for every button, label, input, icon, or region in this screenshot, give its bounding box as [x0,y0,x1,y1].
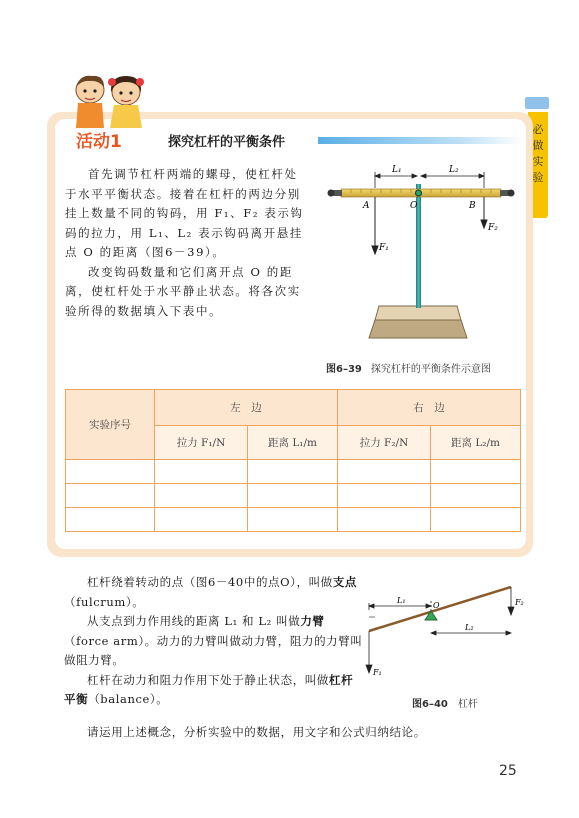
label-l1: L₁ [397,596,406,605]
page-number: 25 [499,763,517,779]
body-paragraph: 杠杆绕着转动的点（图6－40中的点O），叫做支点（fulcrum）。 [64,575,358,609]
table-row [66,508,521,532]
activity-title: 探究杠杆的平衡条件 [168,135,286,150]
label-l2: L₂ [449,165,459,175]
experiment-data-table [65,389,521,532]
label-f2: F₂ [488,223,498,233]
label-f1: F₁ [379,243,389,253]
lever-diagram-figure [365,583,530,688]
figure-6-40-caption [412,695,478,710]
figure-6-39-caption [326,360,491,375]
label-f2: F₂ [515,598,524,607]
body-text [64,573,364,710]
tab-binder-stripe [525,97,549,109]
figure-number: 图6–39 [326,364,362,375]
label-l1: L₁ [392,165,402,175]
body-paragraph: 从支点到力作用线的距离 L₁ 和 L₂ 叫做力臂（force arm）。动力的力臂叫做动力臂，阻力的力臂叫做阻力臂。 [64,614,363,667]
figure-number: 图6–40 [412,699,448,710]
figure-caption-text: 探究杠杆的平衡条件示意图 [370,364,491,375]
cartoon-kids-illustration [68,70,150,128]
section-tab-label: 必做实验 [532,123,544,184]
table-subheader: 距离 L₂/m [431,426,521,460]
label-b: B [469,201,476,211]
label-f1: F₁ [373,668,382,677]
activity-paragraph: 改变钩码数量和它们离开点 O 的距离，使杠杆处于水平静止状态。将各次实验所得的数据填入下表中。 [65,264,301,318]
activity-paragraph: 首先调节杠杆两端的螺母，使杠杆处于水平平衡状态。接着在杠杆的两边分别挂上数量不同的钩码，用 F₁、F₂ 表示钩码的拉力，用 L₁、L₂ 表示钩码离开悬挂点 O 的距离（图6－39）。 [65,167,304,259]
label-o: O [433,601,440,610]
title-decoration-bar [318,137,523,144]
table-subheader: 距离 L₁/m [248,426,338,460]
activity-text [65,165,305,321]
label-o: O [410,201,418,211]
label-l2: L₂ [465,623,474,632]
table-row [66,460,521,484]
table-subheader: 拉力 F₁/N [155,426,248,460]
figure-caption-text: 杠杆 [457,699,478,710]
table-row [66,484,521,508]
table-header-left: 左 边 [155,390,338,426]
body-paragraph: 杠杆在动力和阻力作用下处于静止状态，叫做杠杆平衡（balance）。 [64,672,354,706]
table-header-trial: 实验序号 [66,390,155,460]
conclusion-paragraph: 请运用上述概念，分析实验中的数据，用文字和公式归纳结论。 [87,725,426,739]
table-subheader: 拉力 F₂/N [338,426,431,460]
activity-number: 活动1 [76,132,122,152]
label-a: A [363,201,370,211]
lever-apparatus-figure [313,158,523,350]
table-header-right: 右 边 [338,390,521,426]
